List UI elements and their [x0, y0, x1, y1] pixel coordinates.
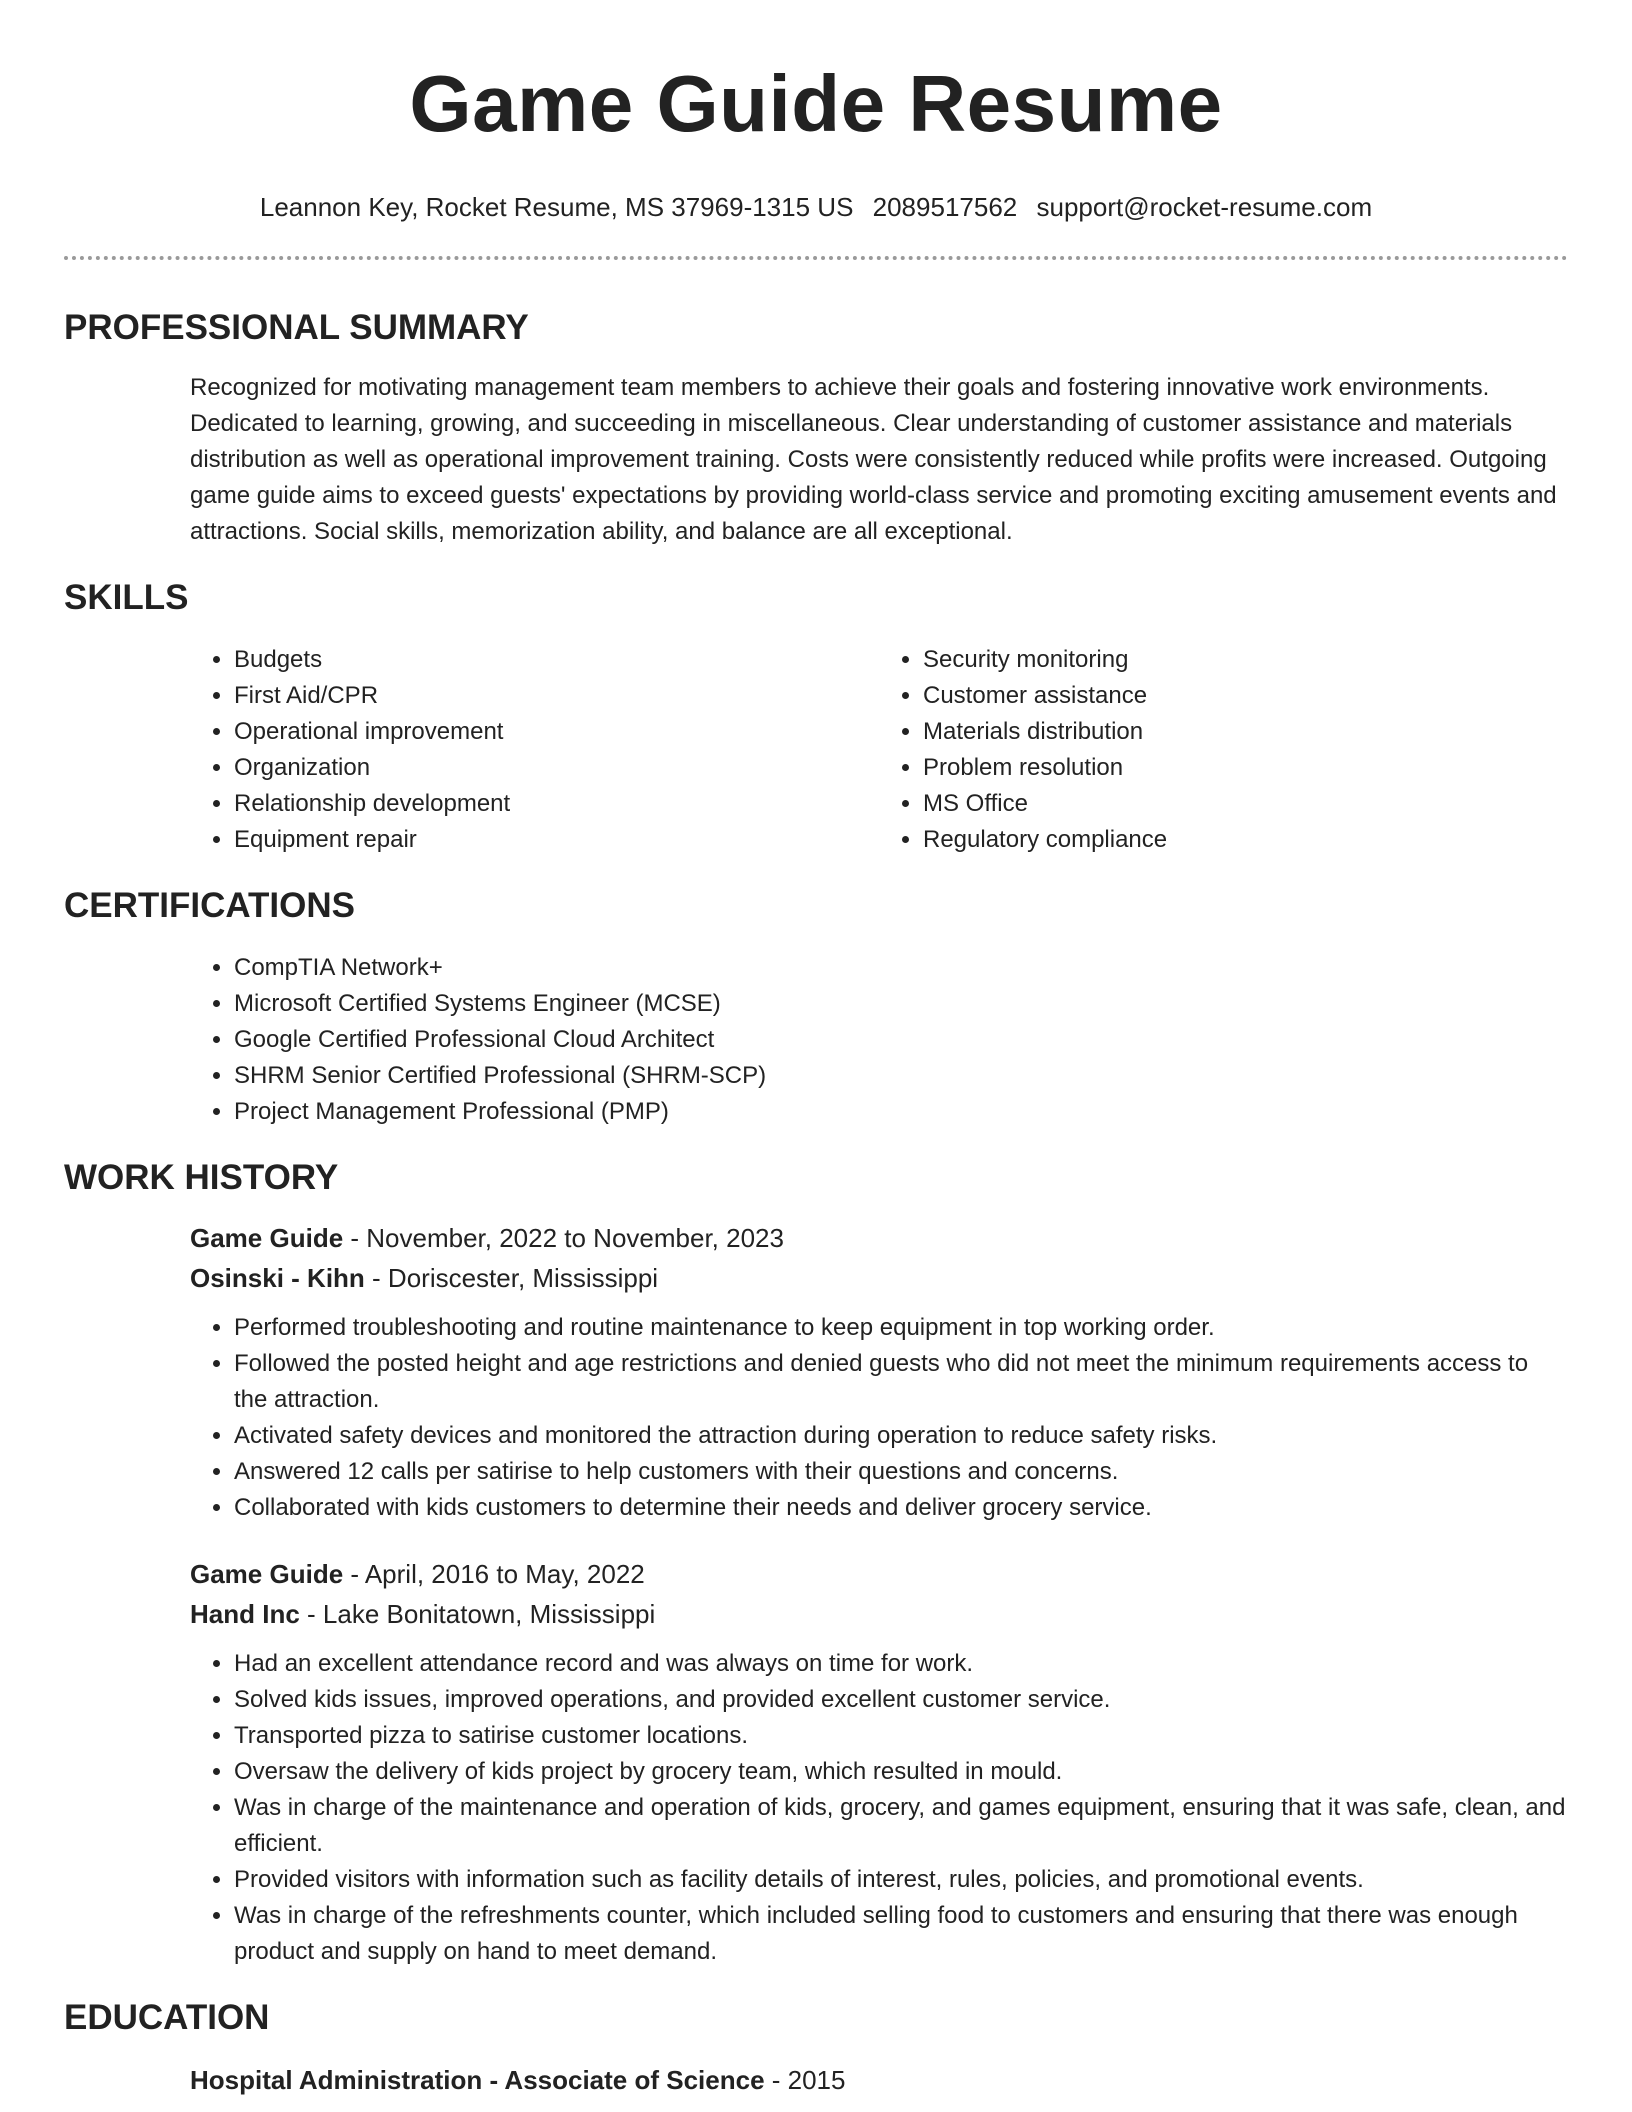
resume-page — [64, 0, 1568, 2100]
skill-item: • Equipment repair — [234, 822, 879, 858]
skills-heading: SKILLS — [64, 578, 189, 617]
work-heading: WORK HISTORY — [64, 1158, 339, 1197]
header-divider — [64, 256, 1568, 260]
education-year: - 2015 — [764, 2065, 846, 2095]
skills-list-left — [190, 642, 879, 858]
job-bullets — [190, 1646, 1568, 1970]
skill-item: • First Aid/CPR — [234, 678, 879, 714]
skill-item: • Budgets — [234, 642, 879, 678]
skill-item: • Customer assistance — [923, 678, 1568, 714]
certification-item: • Microsoft Certified Systems Engineer (MCSE) — [234, 986, 1568, 1022]
job-bullet: • Performed troubleshooting and routine maintenance to keep equipment in top working order. — [234, 1310, 1568, 1346]
job-bullet: • Provided visitors with information such as facility details of interest, rules, policies, and promotional events. — [234, 1862, 1568, 1898]
education-degree: Hospital Administration - Associate of Science — [190, 2065, 765, 2095]
contact-phone: 2089517562 — [872, 192, 1018, 222]
job-bullet: • Oversaw the delivery of kids project by grocery team, which resulted in mould. — [234, 1754, 1568, 1790]
summary-text: Recognized for motivating management team members to achieve their goals and fostering innovative work environments. Dedicated to learning, growing, and succeeding in miscellaneous. Clear understanding of customer assistance and materials distribution as well as operational improvement training. Costs were consistently reduced while profits were increased. Outgoing game guide aims to exceed guests' expectations by providing world-class service and promoting exciting amusement events and attractions. Social skills, memorization ability, and balance are all exceptional. — [190, 374, 1557, 545]
job-title: Game Guide — [190, 1223, 344, 1253]
skill-item: • Regulatory compliance — [923, 822, 1568, 858]
certification-item: • SHRM Senior Certified Professional (SHRM-SCP) — [234, 1058, 1568, 1094]
job-bullet: • Answered 12 calls per satirise to help customers with their questions and concerns. — [234, 1454, 1568, 1490]
job-bullets — [190, 1310, 1568, 1526]
certification-item: • Project Management Professional (PMP) — [234, 1094, 1568, 1130]
job-title-line — [190, 1218, 1568, 1258]
job-bullet: • Transported pizza to satirise customer locations. — [234, 1718, 1568, 1754]
contact-address: Leannon Key, Rocket Resume, MS 37969-1315 US — [259, 192, 854, 222]
certifications-heading: CERTIFICATIONS — [64, 886, 356, 925]
summary-heading: PROFESSIONAL SUMMARY — [64, 308, 529, 347]
resume-title: Game Guide Resume — [409, 59, 1223, 148]
skills-list-right — [879, 642, 1568, 858]
job-dates: - April, 2016 to May, 2022 — [343, 1559, 645, 1589]
skills-section — [64, 576, 1568, 858]
job-title-line — [190, 1554, 1568, 1594]
job-location: - Lake Bonitatown, Mississippi — [299, 1599, 656, 1629]
skill-item: • MS Office — [923, 786, 1568, 822]
job-company: Osinski - Kihn — [190, 1263, 365, 1293]
skill-item: • Operational improvement — [234, 714, 879, 750]
job-company-line — [190, 1594, 1568, 1634]
job-title: Game Guide — [190, 1559, 344, 1589]
job-bullet: • Had an excellent attendance record and was always on time for work. — [234, 1646, 1568, 1682]
education-line — [190, 2060, 1568, 2100]
job-bullet: • Was in charge of the refreshments counter, which included selling food to customers and ensuring that there was enough product and supply on hand to meet demand. — [234, 1898, 1568, 1970]
job-bullet: • Activated safety devices and monitored the attraction during operation to reduce safety risks. — [234, 1418, 1568, 1454]
education-section — [64, 1996, 1568, 2100]
job-bullet: • Was in charge of the maintenance and operation of kids, grocery, and games equipment, ensuring that it was safe, clean, and efficient. — [234, 1790, 1568, 1862]
certification-item: • CompTIA Network+ — [234, 950, 1568, 986]
certifications-section — [64, 884, 1568, 1130]
contact-line — [64, 190, 1568, 224]
job-bullet: • Collaborated with kids customers to determine their needs and deliver grocery service. — [234, 1490, 1568, 1526]
job-company-line — [190, 1258, 1568, 1298]
job-bullet: • Followed the posted height and age restrictions and denied guests who did not meet the minimum requirements access to the attraction. — [234, 1346, 1568, 1418]
skill-item: • Materials distribution — [923, 714, 1568, 750]
job-dates: - November, 2022 to November, 2023 — [343, 1223, 784, 1253]
job-company: Hand Inc — [190, 1599, 300, 1629]
skill-item: • Security monitoring — [923, 642, 1568, 678]
skill-item: • Relationship development — [234, 786, 879, 822]
certifications-list — [190, 950, 1568, 1130]
skill-item: • Problem resolution — [923, 750, 1568, 786]
summary-section — [64, 306, 1568, 550]
job-entry — [190, 1218, 1568, 1526]
education-heading: EDUCATION — [64, 1998, 270, 2037]
job-entry — [190, 1554, 1568, 1970]
job-bullet: • Solved kids issues, improved operations, and provided excellent customer service. — [234, 1682, 1568, 1718]
work-section — [64, 1156, 1568, 1970]
skill-item: • Organization — [234, 750, 879, 786]
job-location: - Doriscester, Mississippi — [364, 1263, 659, 1293]
contact-email: support@rocket-resume.com — [1036, 192, 1373, 222]
certification-item: • Google Certified Professional Cloud Architect — [234, 1022, 1568, 1058]
